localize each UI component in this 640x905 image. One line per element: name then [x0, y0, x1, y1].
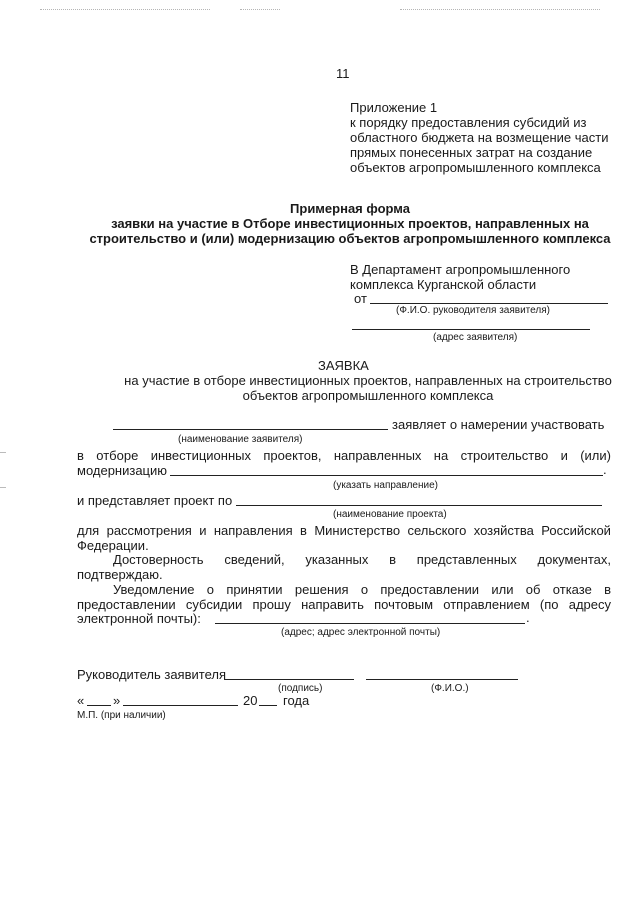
form-title	[60, 201, 640, 246]
word: в	[604, 582, 612, 597]
word: направленных	[333, 448, 422, 463]
application-subtitle-line: объектов агропромышленного комплекса	[242, 388, 494, 403]
word: предоставлении	[77, 597, 176, 612]
word: решения	[294, 582, 349, 597]
reliability-line-2: подтверждаю.	[77, 567, 163, 582]
date-day-field[interactable]	[87, 705, 111, 706]
word: в	[389, 552, 397, 567]
word: почтовым	[374, 597, 434, 612]
fio-hint: (Ф.И.О. руководителя заявителя)	[396, 305, 550, 316]
scan-artifact	[400, 9, 600, 10]
appendix-line: прямых понесенных затрат на создание	[350, 145, 593, 160]
word: представленных	[416, 552, 517, 567]
word: Уведомление	[113, 582, 195, 597]
word: рассмотрения	[106, 523, 192, 538]
word: о	[206, 582, 215, 597]
word: инвестиционных	[150, 448, 251, 463]
fio-field[interactable]	[370, 303, 608, 304]
word: отборе	[96, 448, 139, 463]
email-field[interactable]	[215, 623, 525, 624]
project-name-field[interactable]	[236, 505, 602, 506]
appendix-line: к порядку предоставления субсидий из	[350, 115, 587, 130]
appendix-line: областного бюджета на возмещение части	[350, 130, 609, 145]
year-suffix: года	[283, 693, 310, 708]
appendix-title: Приложение 1	[350, 100, 438, 115]
date-open-quote: «	[77, 693, 85, 708]
word: документах,	[537, 552, 611, 567]
project-hint: (наименование проекта)	[333, 509, 447, 520]
signature-field[interactable]	[224, 679, 354, 680]
appendix-line: объектов агропромышленного комплекса	[350, 160, 601, 175]
date-close-quote: »	[113, 693, 121, 708]
word: хозяйства	[473, 523, 534, 538]
word: принятии	[226, 582, 283, 597]
scan-artifact	[40, 9, 210, 10]
address-hint: (адрес заявителя)	[433, 332, 518, 343]
year-prefix: 20	[243, 693, 258, 708]
word: прошу	[252, 597, 291, 612]
word: предоставлении	[380, 582, 480, 597]
applicant-hint: (наименование заявителя)	[178, 434, 303, 445]
ministry-line-2: Федерации.	[77, 538, 149, 553]
word: (или)	[580, 448, 611, 463]
word: Министерство	[314, 523, 401, 538]
word: и	[199, 523, 207, 538]
address-field[interactable]	[352, 329, 590, 330]
modernization-label: модернизацию	[77, 463, 168, 478]
direction-hint: (указать направление)	[333, 480, 438, 491]
addressee-line: В Департамент агропромышленного	[350, 262, 571, 277]
word: Российской	[541, 523, 611, 538]
selection-line	[77, 448, 611, 463]
word: о	[360, 582, 369, 597]
scan-artifact	[0, 452, 6, 453]
application-subtitle	[108, 373, 628, 403]
word: субсидии	[185, 597, 243, 612]
email-hint: (адрес; адрес электронной почты)	[281, 627, 441, 638]
word: об	[525, 582, 541, 597]
form-title-line: строительство и (или) модернизацию объектов агропромышленного комплекса	[89, 231, 611, 246]
addressee-line: комплекса Курганской области	[350, 277, 537, 292]
notice-line	[77, 597, 611, 612]
word: в	[77, 448, 84, 463]
signature-fio-field[interactable]	[366, 679, 518, 680]
word: на	[433, 448, 449, 463]
scan-artifact	[240, 9, 280, 10]
word: строительство	[460, 448, 549, 463]
word: сельского	[407, 523, 467, 538]
word: в	[300, 523, 307, 538]
from-label: от	[354, 291, 367, 306]
signature-hint: (подпись)	[278, 683, 323, 694]
application-title: ЗАЯВКА	[318, 358, 369, 373]
notice-line-3: электронной почты):	[77, 611, 201, 626]
applicant-name-field[interactable]	[113, 429, 388, 430]
reliability-line	[113, 552, 611, 567]
ministry-line	[77, 523, 611, 538]
page-number: 11	[336, 66, 350, 81]
period: .	[526, 610, 530, 625]
date-month-field[interactable]	[123, 705, 238, 706]
direction-field[interactable]	[170, 475, 603, 476]
form-title-line: Примерная форма	[290, 201, 410, 216]
form-title-line: заявки на участие в Отборе инвестиционных проектов, направленных на	[111, 216, 589, 231]
presents-project-label: и представляет проект по	[77, 493, 233, 508]
word: отправлением	[443, 597, 530, 612]
word: или	[491, 582, 514, 597]
date-year-field[interactable]	[259, 705, 277, 706]
word: сведений,	[224, 552, 285, 567]
head-label: Руководитель заявителя	[77, 667, 226, 682]
word: адресу	[568, 597, 612, 612]
word: и	[560, 448, 568, 463]
word: указанных	[305, 552, 369, 567]
application-subtitle-line: на участие в отборе инвестиционных проектов, направленных на строительство	[124, 373, 612, 388]
word: для	[77, 523, 100, 538]
notice-line	[113, 582, 611, 597]
period: .	[603, 462, 607, 477]
word: Достоверность	[113, 552, 204, 567]
declares-text: заявляет о намерении участвовать	[392, 417, 605, 432]
word: проектов,	[263, 448, 322, 463]
stamp-note: М.П. (при наличии)	[77, 710, 166, 721]
word: направления	[213, 523, 293, 538]
signature-fio-hint: (Ф.И.О.)	[431, 683, 469, 694]
scan-artifact	[0, 487, 6, 488]
word: (по	[539, 597, 559, 612]
word: отказе	[552, 582, 592, 597]
word: направить	[301, 597, 364, 612]
